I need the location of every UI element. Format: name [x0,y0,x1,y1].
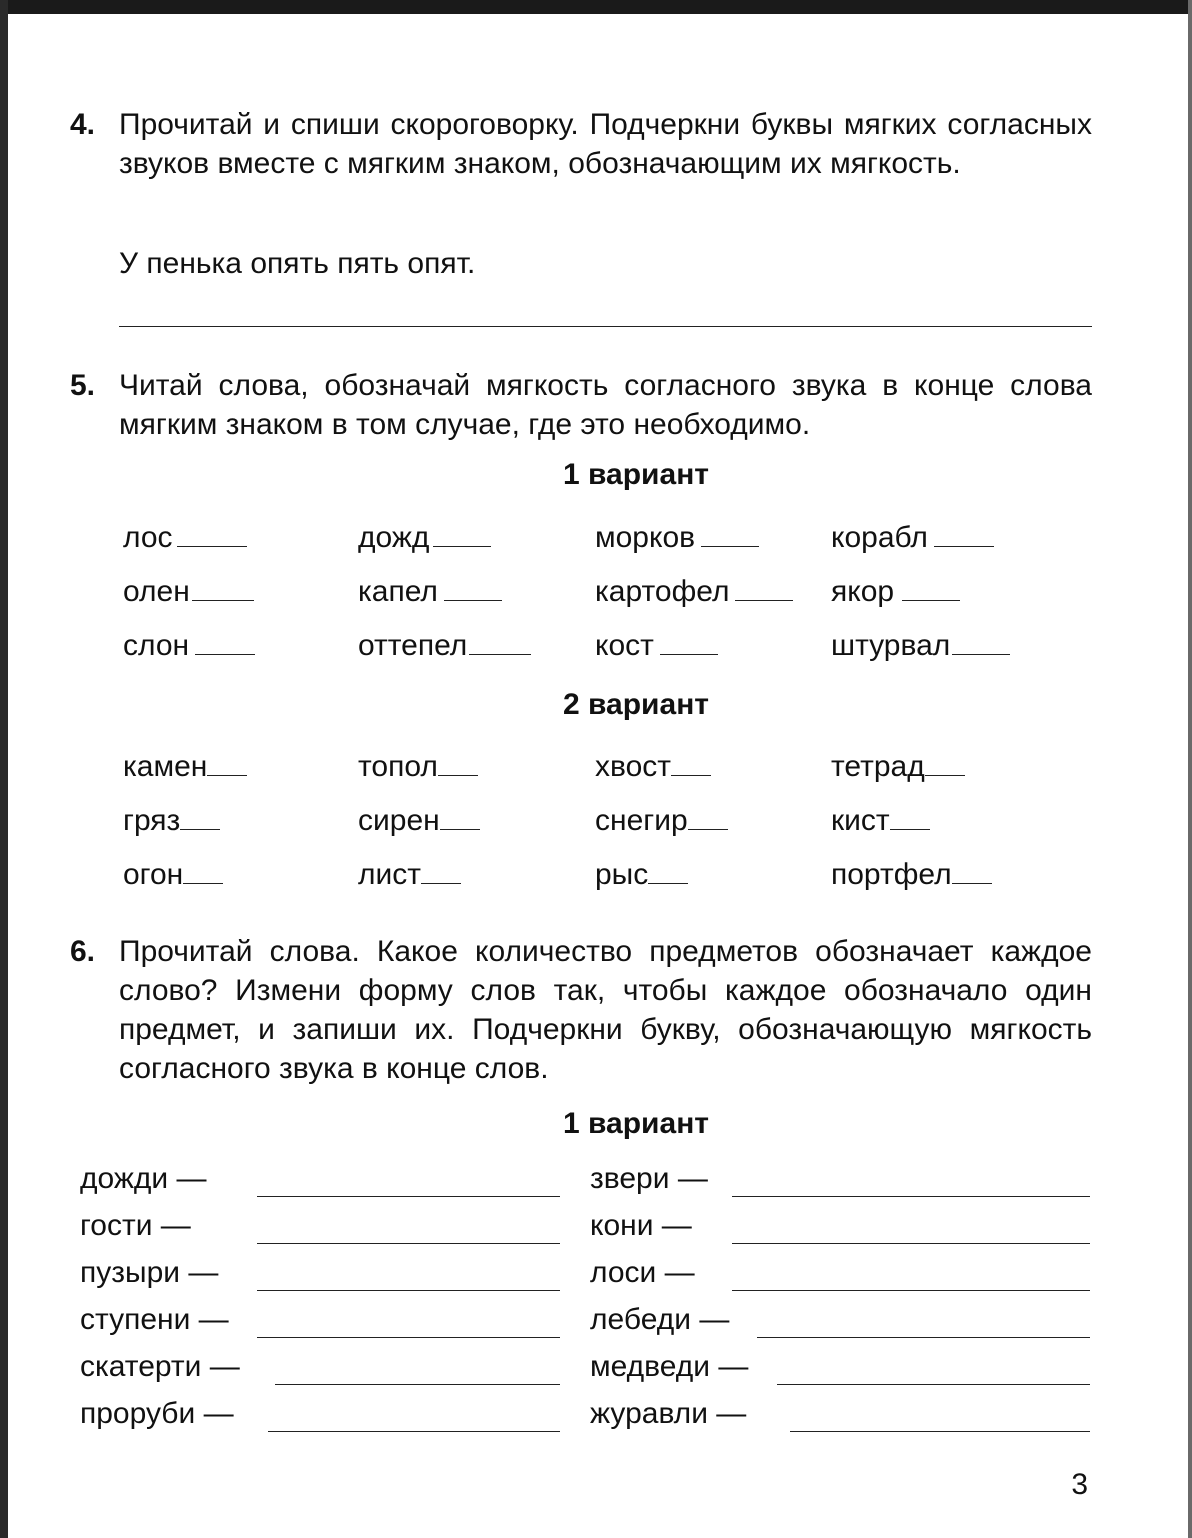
list-item: пузыри — [80,1256,219,1289]
word-item: корабл [831,518,994,555]
word-item: капел [358,572,502,609]
list-item: медведи — [590,1350,749,1383]
list-item: кони — [590,1209,692,1242]
blank-field[interactable] [192,572,254,601]
blank-field[interactable] [890,801,930,830]
page-number: 3 [1071,1468,1088,1501]
task-5-variant-1-title: 1 вариант [562,458,709,491]
answer-line[interactable] [732,1290,1090,1291]
blank-field[interactable] [925,747,965,776]
blank-field[interactable] [671,747,711,776]
blank-field[interactable] [177,518,247,547]
blank-field[interactable] [195,626,255,655]
answer-line[interactable] [790,1431,1090,1432]
list-item: дожди — [80,1162,207,1195]
word-item: тетрад [831,747,965,784]
word-item: морков [595,518,759,555]
list-item: лоси — [590,1256,695,1289]
blank-field[interactable] [183,855,223,884]
answer-line[interactable] [732,1196,1090,1197]
task-5-number: 5. [70,369,96,402]
blank-field[interactable] [421,855,461,884]
blank-field[interactable] [952,626,1010,655]
word-item: оттепел [358,626,531,663]
answer-line[interactable] [257,1290,560,1291]
blank-field[interactable] [902,572,960,601]
blank-field[interactable] [735,572,793,601]
word-item: огон [123,855,223,892]
word-item: кост [595,626,718,663]
blank-field[interactable] [701,518,759,547]
blank-field[interactable] [440,801,480,830]
word-item: картофел [595,572,793,609]
task-4 [70,105,1092,183]
word-item: рыс [595,855,688,892]
word-item: слон [123,626,255,663]
task-4-example: У пенька опять пять опят. [119,247,476,280]
word-item: сирен [358,801,480,838]
word-item: топол [358,747,478,784]
page-edge-top [0,0,1192,14]
answer-line[interactable] [777,1384,1090,1385]
word-item: лист [358,855,461,892]
task-4-answer-line[interactable] [119,326,1092,327]
word-item: портфел [831,855,992,892]
task-5 [70,366,1092,444]
answer-line[interactable] [257,1243,560,1244]
list-item: ступени — [80,1303,229,1336]
answer-line[interactable] [257,1337,560,1338]
list-item: гости — [80,1209,191,1242]
blank-field[interactable] [438,747,478,776]
word-item: лос [123,518,247,555]
word-item: кист [831,801,930,838]
blank-field[interactable] [648,855,688,884]
list-item: лебеди — [590,1303,730,1336]
blank-field[interactable] [180,801,220,830]
task-6-text: Прочитай слова. Какое количество предметов обозначает каждое слово? Измени форму слов так, чтобы каждое обозначало один предмет, и запиши их. Подчеркни букву, обозначающую мягкость согласного звука в конце слов. [119,935,1092,1085]
answer-line[interactable] [257,1196,560,1197]
word-item: олен [123,572,254,609]
word-item: штурвал [831,626,1010,663]
answer-line[interactable] [268,1431,560,1432]
word-item: гряз [123,801,220,838]
task-5-text: Читай слова, обозначай мягкость согласного звука в конце слова мягким знаком в том случае, где это необходимо. [119,369,1092,441]
answer-line[interactable] [732,1243,1090,1244]
task-6-number: 6. [70,935,96,968]
list-item: скатерти — [80,1350,240,1383]
task-4-number: 4. [70,108,96,141]
blank-field[interactable] [688,801,728,830]
word-item: якор [831,572,960,609]
page-edge-right [1188,0,1192,1538]
blank-field[interactable] [433,518,491,547]
blank-field[interactable] [934,518,994,547]
blank-field[interactable] [444,572,502,601]
list-item: звери — [590,1162,708,1195]
answer-line[interactable] [275,1384,560,1385]
blank-field[interactable] [207,747,247,776]
word-item: снегир [595,801,728,838]
page-edge-left [0,0,8,1538]
blank-field[interactable] [469,626,531,655]
answer-line[interactable] [757,1337,1090,1338]
task-6 [70,932,1092,1088]
task-4-text: Прочитай и спиши скороговорку. Подчеркни буквы мягких согласных звуков вместе с мягким знаком, обозначающим их мягкость. [119,108,1092,180]
blank-field[interactable] [660,626,718,655]
word-item: дожд [358,518,491,555]
word-item: камен [123,747,247,784]
task-6-variant-1-title: 1 вариант [562,1107,709,1140]
list-item: журавли — [590,1397,747,1430]
blank-field[interactable] [952,855,992,884]
word-item: хвост [595,747,711,784]
list-item: проруби — [80,1397,234,1430]
task-5-variant-2-title: 2 вариант [562,688,709,721]
